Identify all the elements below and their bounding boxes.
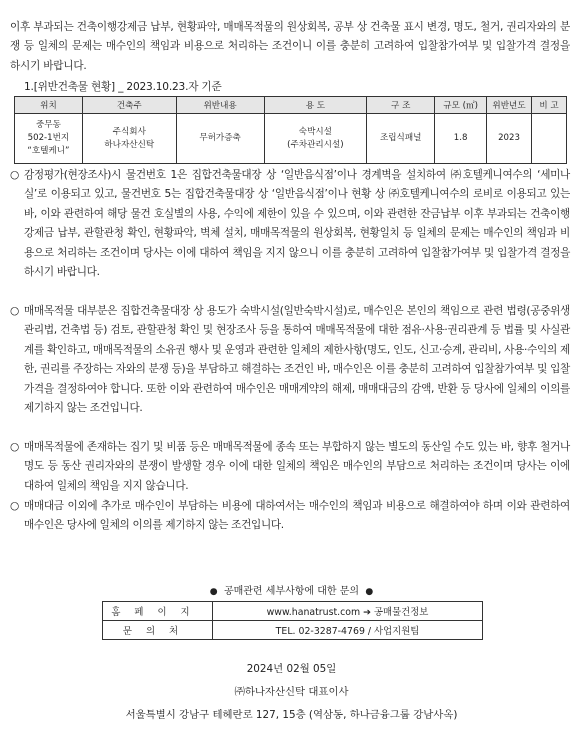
homepage-link[interactable]: www.hanatrust.com: [266, 607, 361, 618]
violation-table-header: [15, 97, 567, 114]
circle-bullet-icon: ○: [10, 500, 19, 512]
cell-size: 1.8: [435, 114, 487, 164]
violation-table-title: 1.[위반건축물 현황] _ 2023.10.23.자 기준: [24, 81, 222, 93]
use-line: 숙박시설: [298, 126, 332, 137]
cell-structure: 조립식패널: [367, 114, 435, 164]
header-location: 위치: [15, 97, 83, 114]
footer-address: 서울특별시 강남구 테헤란로 127, 15층 (역삼동, 하나금융그룹 강남사옥): [125, 709, 458, 721]
filled-bullet-icon: ●: [209, 587, 218, 597]
header-structure: 구 조: [367, 97, 435, 114]
list-item-text: 매매목적물 대부분은 집합건축물대장 상 용도가 숙박시설(일반숙박시설)로, 매수인은 본인의 책임으로 관련 법령(공중위생관리법, 건축법 등) 검토, 관할관청 확인 및 현장조사 등을 통하여 매매목적물에 대한 점유·사용·권리관계 등 법률 및 사실관계를 확인하고, 매매목적물의 소유권 행사 및 운영과 관련한 일체의 제한사항(명도, 인도, 신고·승계, 관리비, 사용·수익의 제한, 권리를 주장하는 자와의 분쟁 등)을 부담하고 해결하는 조건인 바, 매수인은 이를 충분히 고려하여 입찰참가여부 및 입찰가격을 결정하여야 합니다. 또한 이와 관련하여 매수인은 매매계약의 해제, 매매대금의 감액, 반환 등 당사에 일체의 이의를 제기하지 않는 조건입니다.: [24, 305, 570, 415]
contact-label: 문의처: [103, 621, 213, 640]
owner-line: 하나자산신탁: [104, 139, 155, 150]
list-item-text: 매매대금 이외에 추가로 매수인이 부담하는 비용에 대하여서는 매수인의 책임과 비용으로 해결하여야 하며 이와 관련하여 매수인은 당사에 일체의 이의를 제기하지 않는 조건입니다.: [24, 500, 570, 532]
location-line: 502-1번지: [27, 133, 70, 143]
table-row: [103, 602, 483, 621]
cell-violation: 무허가증축: [176, 114, 264, 164]
table-row: [103, 621, 483, 640]
cell-use: [264, 114, 367, 164]
owner-line: 주식회사: [112, 126, 146, 137]
filled-bullet-icon: ●: [365, 587, 374, 597]
header-year: 위반년도: [487, 97, 532, 114]
header-note: 비 고: [532, 97, 567, 114]
cell-location: [15, 114, 83, 164]
cell-year: 2023: [487, 114, 532, 164]
header-violation: 위반내용: [176, 97, 264, 114]
cell-note: [532, 114, 567, 164]
list-item-text: 매매목적물에 존재하는 집기 및 비품 등은 매매목적물에 종속 또는 부합하지 않는 별도의 동산일 수도 있는 바, 향후 철거나 명도 등 동산 권리자와의 분쟁이 발생할 경우 이에 대한 일체의 책임은 매수인의 부담으로 처리하는 조건이며 당사는 이에 대하여 일체의 책임을 지지 않습니다.: [24, 441, 570, 492]
footer-date: 2024년 02월 05일: [246, 663, 337, 675]
table-row: [15, 114, 567, 164]
location-line: 중무동: [35, 120, 61, 130]
circle-bullet-icon: ○: [10, 305, 19, 317]
list-item: [10, 497, 570, 536]
footer-company: ㈜하나자산신탁 대표이사: [234, 686, 349, 698]
inquiry-title: [0, 582, 583, 597]
cell-owner: [82, 114, 176, 164]
list-item: [10, 166, 570, 302]
circle-bullet-icon: ○: [10, 441, 19, 453]
header-size: 규모 (㎡): [435, 97, 487, 114]
arrow-right-icon: ➔: [363, 607, 372, 618]
location-line: “호텔케니”: [27, 146, 70, 156]
list-item: [10, 302, 570, 438]
homepage-value: [213, 602, 483, 621]
condition-list: [10, 166, 570, 536]
circle-bullet-icon: ○: [10, 169, 19, 181]
contact-table: [102, 601, 483, 640]
homepage-destination: 공매물건정보: [374, 607, 429, 618]
violation-table: [14, 96, 567, 164]
list-item-text: 감정평가(현장조사)시 물건번호 1은 집합건축물대장 상 ‘일반음식점’이나 경계벽을 설치하여 ㈜호텔케니여수의 ‘세미나실’로 이용되고 있고, 물건번호 5는 집합건축물대장 상 ‘일반음식점’이나 현황 상 ㈜호텔케니여수의 로비로 이용되고 있는 바, 이와 관련하여 해당 물건 호실별의 사용, 수익에 제한이 있을 수 있으며, 이와 관련한 잔금납부 이후 부과되는 건축이행강제금 납부, 관할관청 확인, 현황파악, 벽체 설치, 매매목적물의 원상회복, 현황일치 등 일체의 문제는 매수인의 책임과 비용으로 처리하는 조건이며 당사는 이에 대하여 책임을 지지 않으니 이를 충분히 고려하여 입찰참가여부 및 입찰가격 결정을 하시기 바랍니다.: [24, 169, 570, 279]
header-use: 용 도: [264, 97, 367, 114]
intro-paragraph: 이후 부과되는 건축이행강제금 납부, 현황파악, 매매목적물의 원상회복, 공부 상 건축물 표시 변경, 명도, 철거, 권리자와의 분쟁 등 일체의 문제는 매수인의 책임과 비용으로 처리하는 조건이니 이를 충분히 고려하여 입찰참가여부 및 입찰가격 결정을 하시기 바랍니다.: [10, 21, 570, 72]
header-owner: 건축주: [82, 97, 176, 114]
inquiry-title-text: 공매관련 세부사항에 대한 문의: [223, 586, 360, 597]
use-line: (주차관리시설): [287, 139, 344, 150]
homepage-label: 홈페이지: [103, 602, 213, 621]
contact-value: TEL. 02-3287-4769 / 사업지원팀: [213, 621, 483, 640]
list-item: [10, 438, 570, 497]
